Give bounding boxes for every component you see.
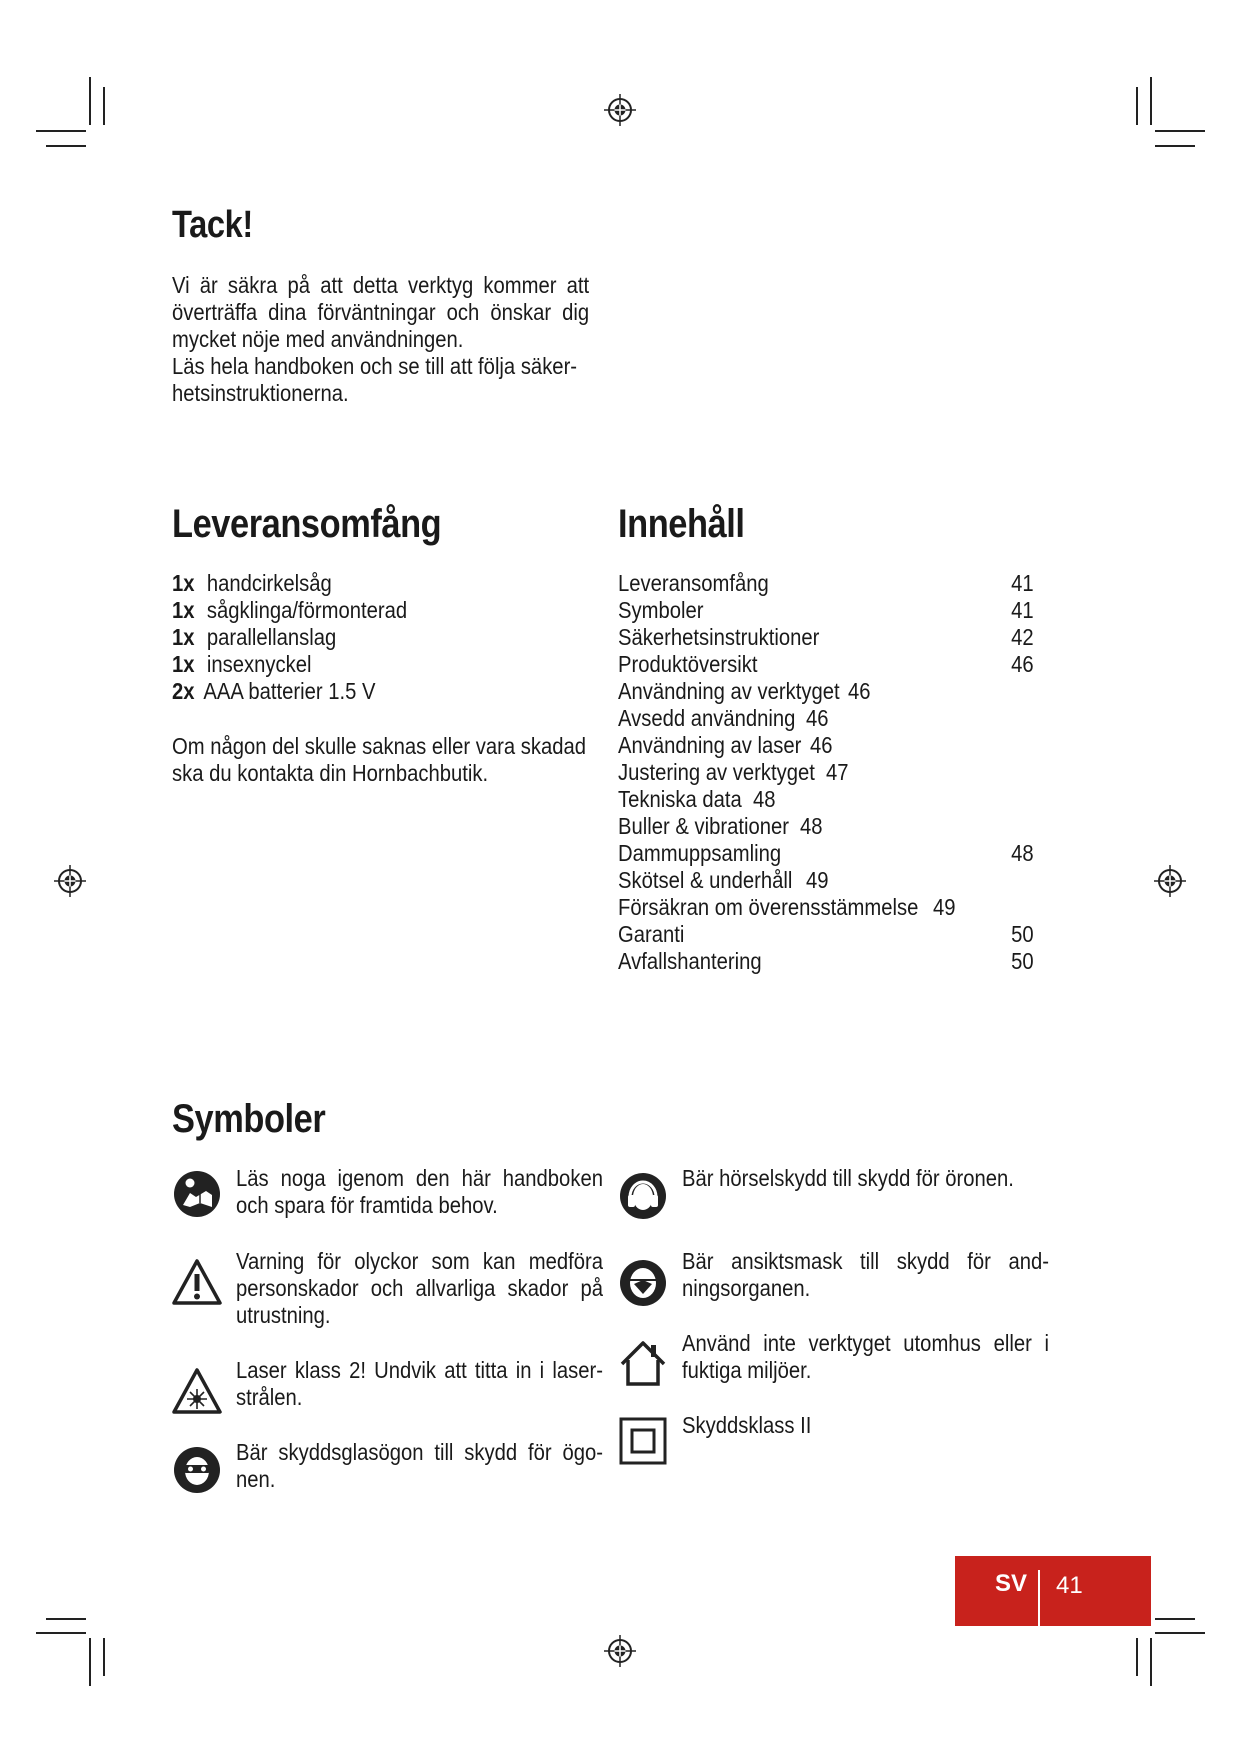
- toc-entry[interactable]: Avsedd användning 46: [618, 705, 829, 731]
- safety-goggles-icon: [172, 1445, 222, 1495]
- symbol-laser: [172, 1357, 602, 1417]
- tack-body-1: Vi är säkra på att detta verktyg kommer att överträffa dina förväntningar och önskar dig mycket nöje med användningen.: [172, 272, 590, 352]
- hearing-protection-icon: [618, 1171, 668, 1221]
- registration-mark-icon: [603, 93, 637, 127]
- symbol-text: Läs noga igenom den här handboken och spara för framtida behov.: [236, 1165, 603, 1218]
- list-item: 1x handcirkelsåg: [172, 570, 332, 596]
- symbol-text: Bär skyddsglasögon till skydd för ögo-nen.: [236, 1439, 603, 1492]
- toc-entry[interactable]: Användning av laser 46: [618, 732, 833, 758]
- symbol-goggles: [172, 1439, 602, 1499]
- toc-entry[interactable]: Skötsel & underhåll 49: [618, 867, 829, 893]
- symbol-read-manual: [172, 1165, 602, 1225]
- toc-entry[interactable]: Garanti 50: [618, 921, 1034, 947]
- table-of-contents: [618, 570, 1034, 975]
- list-item: 1x insexnyckel: [172, 651, 312, 677]
- protection-class-ii-icon: [618, 1416, 668, 1466]
- leverans-note: Om någon del skulle saknas eller vara skadad ska du kontakta din Hornbachbutik.: [172, 733, 587, 786]
- leverans-list: [172, 570, 407, 705]
- symbol-text: Laser klass 2! Undvik att titta in i laser-strålen.: [236, 1357, 603, 1410]
- symbol-text: Använd inte verktyget utomhus eller i fuktiga miljöer.: [682, 1330, 1049, 1383]
- warning-triangle-icon: [172, 1258, 222, 1308]
- registration-mark-icon: [53, 864, 87, 898]
- toc-entry[interactable]: Produktöversikt 46: [618, 651, 1034, 677]
- toc-entry[interactable]: Användning av verktyget 46: [618, 678, 871, 704]
- list-item: 1x sågklinga/förmonterad: [172, 597, 408, 623]
- page-badge: [955, 1556, 1151, 1626]
- registration-mark-icon: [603, 1634, 637, 1668]
- tack-body: [172, 272, 589, 407]
- symbol-text: Skyddsklass II: [682, 1412, 812, 1438]
- laser-warning-icon: [172, 1367, 222, 1417]
- toc-entry[interactable]: Tekniska data 48: [618, 786, 776, 812]
- symbol-indoor: [618, 1330, 1048, 1390]
- tack-body-2: Läs hela handboken och se till att följa säker-hetsinstruktionerna.: [172, 353, 578, 406]
- toc-entry[interactable]: Säkerhetsinstruktioner 42: [618, 624, 1034, 650]
- list-item: 2x AAA batterier 1.5 V: [172, 678, 376, 704]
- symbol-mask: [618, 1248, 1048, 1308]
- toc-entry[interactable]: Leveransomfång 41: [618, 570, 1034, 596]
- language-code: SV: [995, 1570, 1028, 1597]
- badge-divider: [1038, 1570, 1040, 1626]
- symbol-text: Bär ansiktsmask till skydd för and-ningsorganen.: [682, 1248, 1049, 1301]
- innehall-title: Innehåll: [618, 502, 745, 546]
- symbol-protection-class: [618, 1412, 1048, 1472]
- face-mask-icon: [618, 1258, 668, 1308]
- toc-entry[interactable]: Buller & vibrationer 48: [618, 813, 823, 839]
- toc-entry[interactable]: Dammuppsamling 48: [618, 840, 1034, 866]
- symbol-warning: [172, 1248, 602, 1333]
- toc-entry[interactable]: Försäkran om överensstämmelse 49: [618, 894, 956, 920]
- symbol-text: Bär hörselskydd till skydd för öronen.: [682, 1165, 1014, 1191]
- leverans-title: Leveransomfång: [172, 502, 442, 546]
- toc-entry[interactable]: Justering av verktyget 47: [618, 759, 849, 785]
- registration-mark-icon: [1153, 864, 1187, 898]
- toc-entry[interactable]: Symboler 41: [618, 597, 1034, 623]
- symbol-hearing: [618, 1165, 1048, 1225]
- symboler-title: Symboler: [172, 1097, 326, 1141]
- symbol-text: Varning för olyckor som kan medföra personskador och allvarliga skador på utrustning.: [236, 1248, 603, 1328]
- tack-title: Tack!: [172, 204, 253, 246]
- indoor-use-only-icon: [618, 1338, 668, 1388]
- read-manual-icon: [172, 1169, 222, 1219]
- list-item: 1x parallellanslag: [172, 624, 337, 650]
- toc-entry[interactable]: Avfallshantering 50: [618, 948, 1034, 974]
- page-number: 41: [1056, 1572, 1083, 1599]
